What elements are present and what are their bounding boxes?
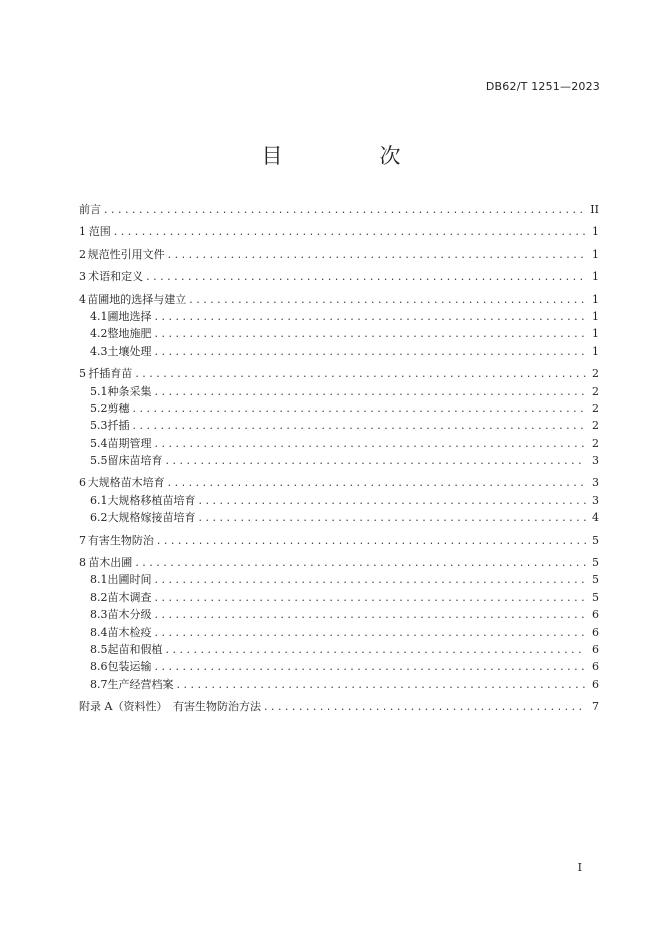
- toc-entry-number: 8.7: [90, 677, 108, 691]
- page-title: 目 次: [261, 144, 439, 168]
- toc-dot-leader: [155, 310, 587, 323]
- toc-entry-number: 5.1: [90, 384, 108, 398]
- toc-entry-page: 7: [592, 700, 599, 714]
- toc-entry-title: 附录 A（资料性） 有害生物防治方法: [79, 700, 261, 714]
- toc-entry-number: 5: [79, 367, 86, 381]
- toc-entry[interactable]: [79, 641, 599, 658]
- toc-entry-title: 前言: [79, 203, 101, 216]
- toc-entry-number: 8.6: [90, 660, 108, 674]
- toc-entry-number: 4.3: [90, 344, 108, 358]
- toc-entry-number: 1: [79, 225, 86, 239]
- toc-dot-leader: [168, 248, 586, 261]
- toc-entry-page: 5: [592, 556, 599, 570]
- toc-entry-number: 6.2: [90, 511, 108, 525]
- toc-entry[interactable]: [79, 698, 599, 715]
- toc-entry[interactable]: [79, 571, 599, 588]
- toc-entry-page: 6: [592, 625, 599, 639]
- page-number: I: [577, 861, 582, 874]
- toc-dot-leader: [133, 402, 587, 415]
- toc-dot-leader: [157, 534, 586, 547]
- toc-dot-leader: [155, 591, 587, 604]
- toc-entry[interactable]: [79, 400, 599, 417]
- toc-entry[interactable]: [79, 532, 599, 549]
- toc-entry-title: 圃地选择: [107, 309, 152, 323]
- toc-dot-leader: [166, 643, 587, 656]
- toc-dot-leader: [189, 293, 586, 306]
- toc-entry-title: 术语和定义: [88, 270, 144, 284]
- toc-entry-page: 1: [592, 327, 599, 341]
- toc-entry-title: 出圃时间: [107, 573, 152, 587]
- toc-entry-page: 2: [592, 367, 599, 381]
- toc-entry-number: 8: [79, 556, 86, 570]
- toc-entry-number: 8.3: [90, 608, 108, 622]
- toc-dot-leader: [199, 494, 587, 507]
- toc-entry[interactable]: [79, 325, 599, 342]
- document-code: DB62/T 1251—2023: [485, 80, 600, 93]
- toc-dot-leader: [168, 476, 586, 489]
- toc-dot-leader: [166, 454, 587, 467]
- toc-entry[interactable]: [79, 452, 599, 469]
- toc-entry-title: 扦插育苗: [88, 367, 133, 381]
- toc-dot-leader: [155, 345, 587, 358]
- toc-dot-leader: [114, 225, 586, 238]
- toc-entry[interactable]: [79, 676, 599, 693]
- toc-dot-leader: [133, 419, 587, 432]
- toc-entry-title: 大规格嫁接苗培育: [107, 511, 196, 525]
- toc-entry-page: 5: [592, 573, 599, 587]
- toc-entry[interactable]: [79, 268, 599, 285]
- toc-entry-title: 剪穗: [107, 401, 130, 415]
- toc-entry[interactable]: [79, 291, 599, 308]
- toc-dot-leader: [155, 660, 587, 673]
- toc-entry-page: 6: [592, 642, 599, 656]
- toc-entry-page: 1: [592, 309, 599, 323]
- toc-entry-title: 苗木检疫: [107, 625, 152, 639]
- toc-entry-page: 6: [592, 677, 599, 691]
- toc-entry-page: 5: [592, 590, 599, 604]
- toc-dot-leader: [155, 385, 587, 398]
- toc-entry-page: 1: [592, 225, 599, 239]
- toc-entry-title: 苗木分级: [107, 608, 152, 622]
- toc-entry-title: 扦插: [107, 419, 130, 433]
- toc-entry[interactable]: [79, 365, 599, 382]
- toc-entry-page: 1: [592, 247, 599, 261]
- toc-entry-title: 留床苗培育: [107, 454, 163, 468]
- toc-entry-page: 1: [592, 292, 599, 306]
- toc-dot-leader: [155, 626, 587, 639]
- toc-entry-page: 1: [592, 344, 599, 358]
- toc-entry-page: 1: [592, 270, 599, 284]
- toc-dot-leader: [177, 678, 587, 691]
- toc-entry-title: 苗期管理: [107, 436, 152, 450]
- toc-entry-title: 大规格移植苗培育: [107, 493, 196, 507]
- toc-entry[interactable]: [79, 492, 599, 509]
- toc-dot-leader: [155, 573, 587, 586]
- toc-dot-leader: [155, 608, 587, 621]
- toc-entry-page: 2: [592, 384, 599, 398]
- toc-entry-title: 大规格苗木培育: [87, 476, 165, 490]
- toc-entry-page: 4: [592, 511, 599, 525]
- toc-entry-number: 5.5: [90, 454, 108, 468]
- toc-entry-page: 3: [592, 493, 599, 507]
- toc-entry[interactable]: [79, 474, 599, 491]
- toc-entry[interactable]: [79, 624, 599, 641]
- toc-entry[interactable]: [79, 383, 599, 400]
- toc-entry-title: 苗木出圃: [88, 556, 133, 570]
- toc-entry[interactable]: [79, 658, 599, 675]
- toc-entry-title: 整地施肥: [107, 327, 152, 341]
- toc-entry-page: II: [590, 203, 599, 216]
- toc-entry-title: 种条采集: [107, 384, 152, 398]
- toc-entry-title: 生产经营档案: [107, 677, 174, 691]
- toc-entry-page: 2: [592, 401, 599, 415]
- toc-entry-page: 2: [592, 419, 599, 433]
- toc-dot-leader: [146, 270, 586, 283]
- toc-entry-page: 3: [592, 476, 599, 490]
- toc-entry-title: 起苗和假植: [107, 642, 163, 656]
- toc-entry[interactable]: [79, 589, 599, 606]
- toc-entry-title: 范围: [88, 225, 111, 239]
- toc-entry[interactable]: [79, 435, 599, 452]
- toc-entry[interactable]: [79, 246, 599, 263]
- toc-entry-number: 3: [79, 270, 86, 284]
- toc-entry-number: 6.1: [90, 493, 108, 507]
- toc-entry[interactable]: [79, 343, 599, 360]
- toc-dot-leader: [155, 327, 587, 340]
- toc-entry-title: 苗圃地的选择与建立: [87, 292, 187, 306]
- toc-entry-number: 2: [79, 247, 86, 261]
- toc-dot-leader: [199, 511, 587, 524]
- toc-entry[interactable]: [79, 554, 599, 571]
- toc-dot-leader: [104, 203, 586, 216]
- toc-entry-number: 8.1: [90, 573, 108, 587]
- toc-entry-number: 8.4: [90, 625, 108, 639]
- table-of-contents: [79, 201, 599, 716]
- toc-entry-title: 规范性引用文件: [87, 247, 165, 261]
- toc-entry-page: 5: [592, 533, 599, 547]
- toc-entry[interactable]: [79, 201, 599, 218]
- toc-entry[interactable]: [79, 509, 599, 526]
- toc-entry[interactable]: [79, 223, 599, 240]
- toc-entry-number: 8.2: [90, 590, 108, 604]
- toc-entry[interactable]: [79, 308, 599, 325]
- toc-entry-title: 有害生物防治: [87, 533, 154, 547]
- toc-entry[interactable]: [79, 606, 599, 623]
- toc-entry-page: 3: [592, 454, 599, 468]
- toc-entry-number: 5.2: [90, 401, 108, 415]
- toc-entry-number: 8.5: [90, 642, 108, 656]
- toc-entry-number: 5.4: [90, 436, 108, 450]
- toc-dot-leader: [135, 367, 586, 380]
- toc-entry-title: 土壤处理: [107, 344, 152, 358]
- toc-dot-leader: [135, 556, 586, 569]
- toc-entry-title: 包装运输: [107, 660, 152, 674]
- toc-dot-leader: [264, 700, 586, 713]
- toc-dot-leader: [155, 437, 587, 450]
- toc-entry-number: 6: [79, 476, 86, 490]
- toc-entry-number: 4.1: [90, 309, 108, 323]
- toc-entry-number: 5.3: [90, 419, 108, 433]
- toc-entry-number: 4.2: [90, 327, 108, 341]
- toc-entry-title: 苗木调查: [107, 590, 152, 604]
- toc-entry-number: 4: [79, 292, 86, 306]
- toc-entry-number: 7: [79, 533, 86, 547]
- toc-entry-page: 6: [592, 608, 599, 622]
- toc-entry-page: 6: [592, 660, 599, 674]
- toc-entry[interactable]: [79, 417, 599, 434]
- toc-entry-page: 2: [592, 436, 599, 450]
